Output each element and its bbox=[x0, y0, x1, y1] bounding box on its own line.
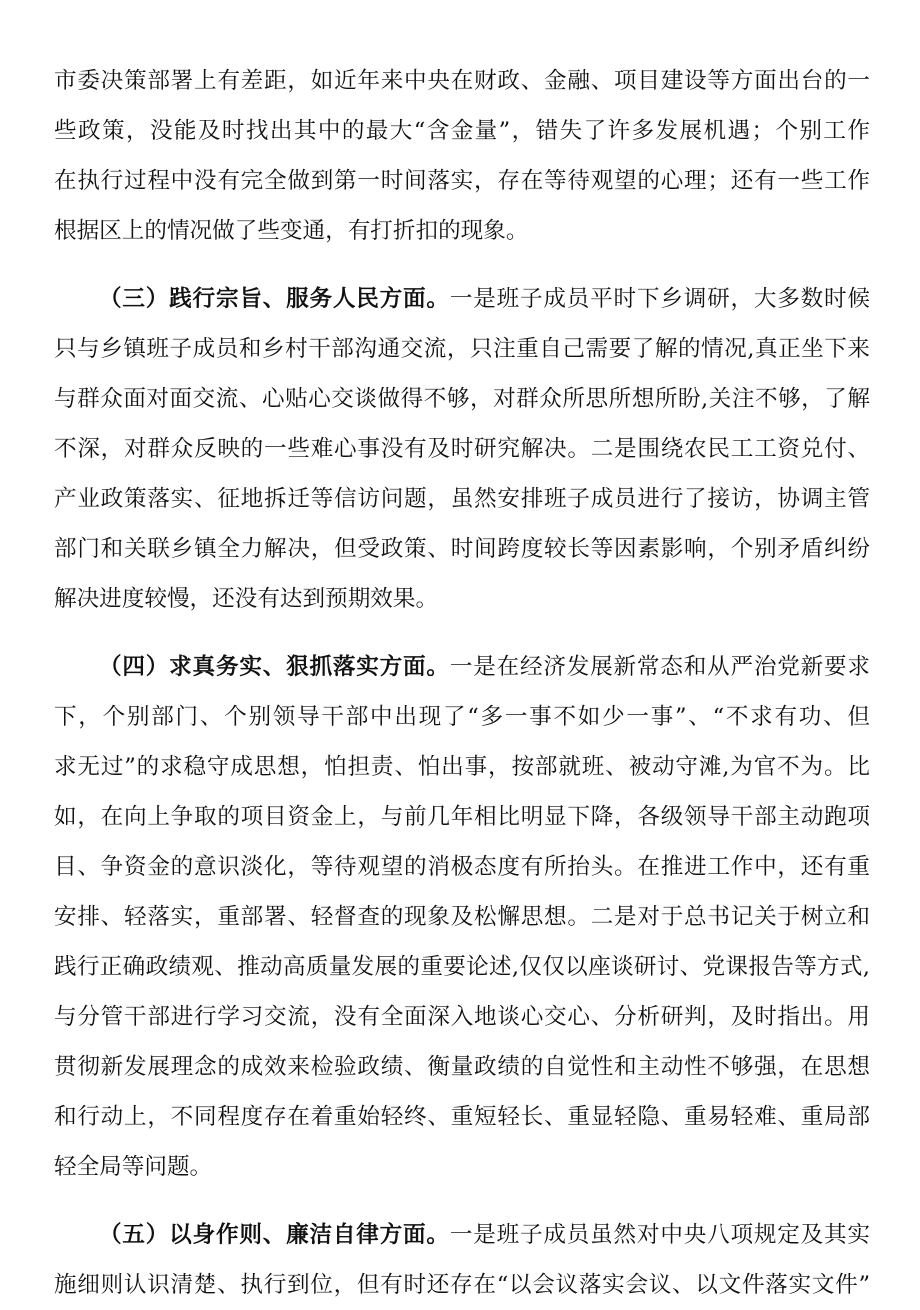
text-line: 和行动上，不同程度存在着重始轻终、重短轻长、重显轻隐、重易轻难、重局部 bbox=[54, 1104, 870, 1130]
text-line bbox=[54, 642, 870, 692]
text-run: 一是班子成员虽然对中央八项规定及其实 bbox=[449, 1222, 870, 1248]
paragraph-continuation bbox=[54, 56, 870, 256]
text-line: 些政策，没能及时找出其中的最大“含金量”，错失了许多发展机遇；个别工作 bbox=[54, 118, 870, 144]
text-line bbox=[54, 1210, 870, 1260]
text-line: 下，个别部门、个别领导干部中出现了“多一事不如少一事”、“不求有功、但 bbox=[54, 704, 870, 730]
text-line: 市委决策部署上有差距，如近年来中央在财政、金融、项目建设等方面出台的一 bbox=[54, 68, 870, 94]
text-line: 解决进度较慢，还没有达到预期效果。 bbox=[54, 586, 439, 612]
text-run: 一是在经济发展新常态和从严治党新要求 bbox=[449, 654, 870, 680]
text-line: 产业政策落实、征地拆迁等信访问题，虽然安排班子成员进行了接访，协调主管 bbox=[54, 486, 870, 512]
text-line: 施细则认识清楚、执行到位，但有时还存在“以会议落实会议、以文件落实文件” bbox=[54, 1272, 870, 1298]
section-heading: （三）践行宗旨、服务人民方面。 bbox=[99, 286, 450, 312]
text-line: 只与乡镇班子成员和乡村干部沟通交流，只注重自己需要了解的情况,真正坐下来 bbox=[54, 336, 870, 362]
paragraph-section-4 bbox=[54, 642, 870, 1192]
text-line: 与分管干部进行学习交流，没有全面深入地谈心交心、分析研判，及时指出。用 bbox=[54, 1004, 870, 1030]
text-line: 部门和关联乡镇全力解决，但受政策、时间跨度较长等因素影响，个别矛盾纠纷 bbox=[54, 536, 870, 562]
text-line: 如，在向上争取的项目资金上，与前几年相比明显下降，各级领导干部主动跑项 bbox=[54, 804, 870, 830]
text-run: 一是班子成员平时下乡调研，大多数时候 bbox=[449, 286, 870, 312]
text-line: 贯彻新发展理念的成效来检验政绩、衡量政绩的自觉性和主动性不够强，在思想 bbox=[54, 1054, 870, 1080]
text-line: 不深，对群众反映的一些难心事没有及时研究解决。二是围绕农民工工资兑付、 bbox=[54, 436, 870, 462]
text-line: 在执行过程中没有完全做到第一时间落实，存在等待观望的心理；还有一些工作 bbox=[54, 168, 870, 194]
text-line: 求无过”的求稳守成思想，怕担责、怕出事，按部就班、被动守滩,为官不为。比 bbox=[54, 754, 870, 780]
text-line: 与群众面对面交流、心贴心交谈做得不够，对群众所思所想所盼,关注不够，了解 bbox=[54, 386, 870, 412]
text-line: 目、争资金的意识淡化，等待观望的消极态度有所抬头。在推进工作中，还有重 bbox=[54, 854, 870, 880]
text-line bbox=[54, 274, 870, 324]
text-line: 安排、轻落实，重部署、轻督查的现象及松懈思想。二是对于总书记关于树立和 bbox=[54, 904, 870, 930]
paragraph-section-3 bbox=[54, 274, 870, 624]
section-heading: （五）以身作则、廉洁自律方面。 bbox=[99, 1222, 450, 1248]
text-line: 轻全局等问题。 bbox=[54, 1154, 213, 1180]
text-line: 践行正确政绩观、推动高质量发展的重要论述,仅仅以座谈研讨、党课报告等方式, bbox=[54, 954, 870, 980]
paragraph-section-5 bbox=[54, 1210, 870, 1310]
section-heading: （四）求真务实、狠抓落实方面。 bbox=[99, 654, 450, 680]
document-page bbox=[54, 56, 870, 1310]
text-line: 根据区上的情况做了些变通，有打折扣的现象。 bbox=[54, 218, 529, 244]
